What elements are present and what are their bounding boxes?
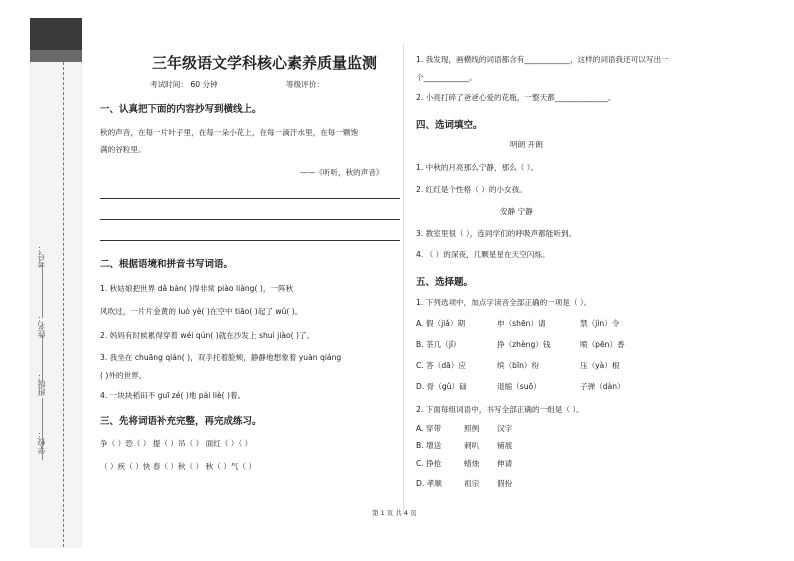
q2-option-d-3: 假扮 — [497, 479, 513, 488]
section-5-q2: 2. 下面每组词语中，书写全部正确的一组是（ ）。 — [416, 405, 584, 414]
section-4-q2: 2. 红红是个性格（ ）的小女孩。 — [416, 185, 527, 194]
section-2-q3-line-1: 3. 我坐在 chuāng qián( )，双手托着脸颊，静静地想象着 yuàn qiáng — [100, 353, 342, 362]
binding-cut-line — [63, 62, 64, 547]
section-4-q1: 1. 中秋的月亮那么宁静，那么（ ）。 — [416, 163, 539, 172]
q1-option-b-2: 挣（zhèng）钱 — [497, 340, 551, 349]
q1-option-c-1: C. 答（dā）应 — [416, 361, 466, 370]
margin-label-class: 班级： — [37, 372, 46, 396]
column-divider — [403, 44, 404, 514]
section-5-heading: 五、选择题。 — [416, 277, 474, 288]
section-1-heading: 一、认真把下面的内容抄写到横线上。 — [100, 104, 262, 115]
q2-option-c-3: 伸请 — [497, 459, 513, 468]
q1-option-a-1: A. 假（jiǎ）期 — [416, 319, 466, 328]
section-2-q2: 2. 妈妈有时候累得穿着 wéi qún( )就在沙发上 shuì jiào( )了。 — [100, 331, 315, 340]
margin-field-name[interactable] — [42, 262, 43, 318]
right-q2: 2. 小亮打碎了爸爸心爱的花瓶，一整天都______________。 — [416, 93, 616, 102]
section-1-source: ——《听听，秋的声音》 — [300, 168, 384, 177]
right-q1-line-1: 1. 我发现，画横线的词语都含有____________，这样的词语我还可以写出一 — [416, 55, 669, 64]
q2-option-a-1: A. 穿带 — [416, 424, 442, 433]
q1-option-a-2: 申（shēn）请 — [497, 319, 546, 328]
q2-option-d-1: D. 孝顺 — [416, 479, 442, 488]
section-1-passage-line-1: 秋的声音，在每一片叶子里，在每一朵小花上，在每一滴汗水里，在每一颗饱 — [100, 128, 359, 137]
page-footer: 第 1 页 共 4 页 — [372, 509, 417, 517]
copy-line-3[interactable] — [100, 240, 400, 241]
q1-option-d-1: D. 骨（gǔ）碌 — [416, 382, 467, 391]
section-1-passage-line-2: 满的谷粒里。 — [100, 145, 146, 154]
section-4-heading: 四、选词填空。 — [416, 120, 483, 131]
section-4-q3: 3. 教室里很（ ），连同学们的呼吸声都能听到。 — [416, 229, 577, 238]
exam-time: 考试时间： 60 分钟 — [150, 80, 218, 89]
section-4-q4: 4. （ ）的深夜，几颗星星在天空闪烁。 — [416, 250, 550, 259]
margin-label-id: 考号： — [37, 244, 46, 268]
margin-label-name: 姓名： — [37, 314, 46, 338]
copy-line-1[interactable] — [100, 198, 400, 199]
q2-option-b-3: 铺展 — [497, 441, 513, 450]
margin-field-class[interactable] — [42, 335, 43, 383]
section-3-heading: 三、先将词语补充完整，再完成练习。 — [100, 416, 262, 427]
binding-margin-header — [30, 18, 82, 50]
section-2-q1-line-1: 1. 秋姑娘把世界 dǎ bàn( )得非常 piào liàng( )，一阵秋 — [100, 284, 294, 293]
section-3-row-2: （ ）疾（ ）快 春（ ）秋（ ） 秋（ ）气（ ） — [100, 462, 256, 471]
copy-line-2[interactable] — [100, 219, 400, 220]
q2-option-b-2: 刺叭 — [464, 441, 480, 450]
q2-option-a-2: 照例 — [464, 424, 480, 433]
section-3-row-1: 争（ ）恐（ ） 提（ ）吊（ ） 面红（ ）（ ） — [100, 439, 253, 448]
section-2-q4: 4. 一块块稻田不 guī zé( )地 pái liè( )着。 — [100, 391, 246, 400]
q2-option-b-1: B. 增送 — [416, 441, 442, 450]
q2-option-c-2: 蜡烛 — [464, 459, 480, 468]
q1-option-c-2: 缤（bīn）纷 — [497, 361, 540, 370]
section-2-heading: 二、根据语境和拼音书写词语。 — [100, 259, 234, 270]
margin-label-school: 学校： — [37, 430, 46, 454]
right-q1-line-2: 个____________。 — [416, 73, 477, 82]
section-2-q1-line-2: 风吹过，一片片金黄的 luò yè( )在空中 tiāo( )起了 wǔ( )。 — [100, 307, 303, 316]
q1-option-b-1: B. 茶几（jǐ） — [416, 340, 461, 349]
q1-option-a-3: 禁（jìn）令 — [580, 319, 620, 328]
binding-margin-header-band — [30, 50, 82, 62]
q1-option-d-3: 子弹（dàn） — [580, 382, 625, 391]
section-5-q1: 1. 下列选项中，加点字读音全部正确的一项是（ ）。 — [416, 298, 592, 307]
grade-evaluation: 等级评价： — [286, 80, 324, 89]
q2-option-d-2: 祖宗 — [464, 479, 480, 488]
section-4-word-choices-2: 安静 宁静 — [500, 207, 533, 216]
q1-option-c-3: 压（yà）根 — [580, 361, 620, 370]
q2-option-c-1: C. 挣抢 — [416, 459, 442, 468]
section-2-q3-line-2: ( )外的世界。 — [100, 371, 147, 380]
q1-option-d-2: 退缩（suō） — [497, 382, 541, 391]
section-4-word-choices-1: 明朗 开朗 — [510, 140, 543, 149]
page-title: 三年级语文学科核心素养质量监测 — [152, 54, 378, 72]
margin-field-school[interactable] — [42, 398, 43, 460]
binding-margin — [30, 18, 82, 548]
q2-option-a-3: 汉字 — [497, 424, 513, 433]
q1-option-b-3: 喷（pēn）香 — [580, 340, 625, 349]
